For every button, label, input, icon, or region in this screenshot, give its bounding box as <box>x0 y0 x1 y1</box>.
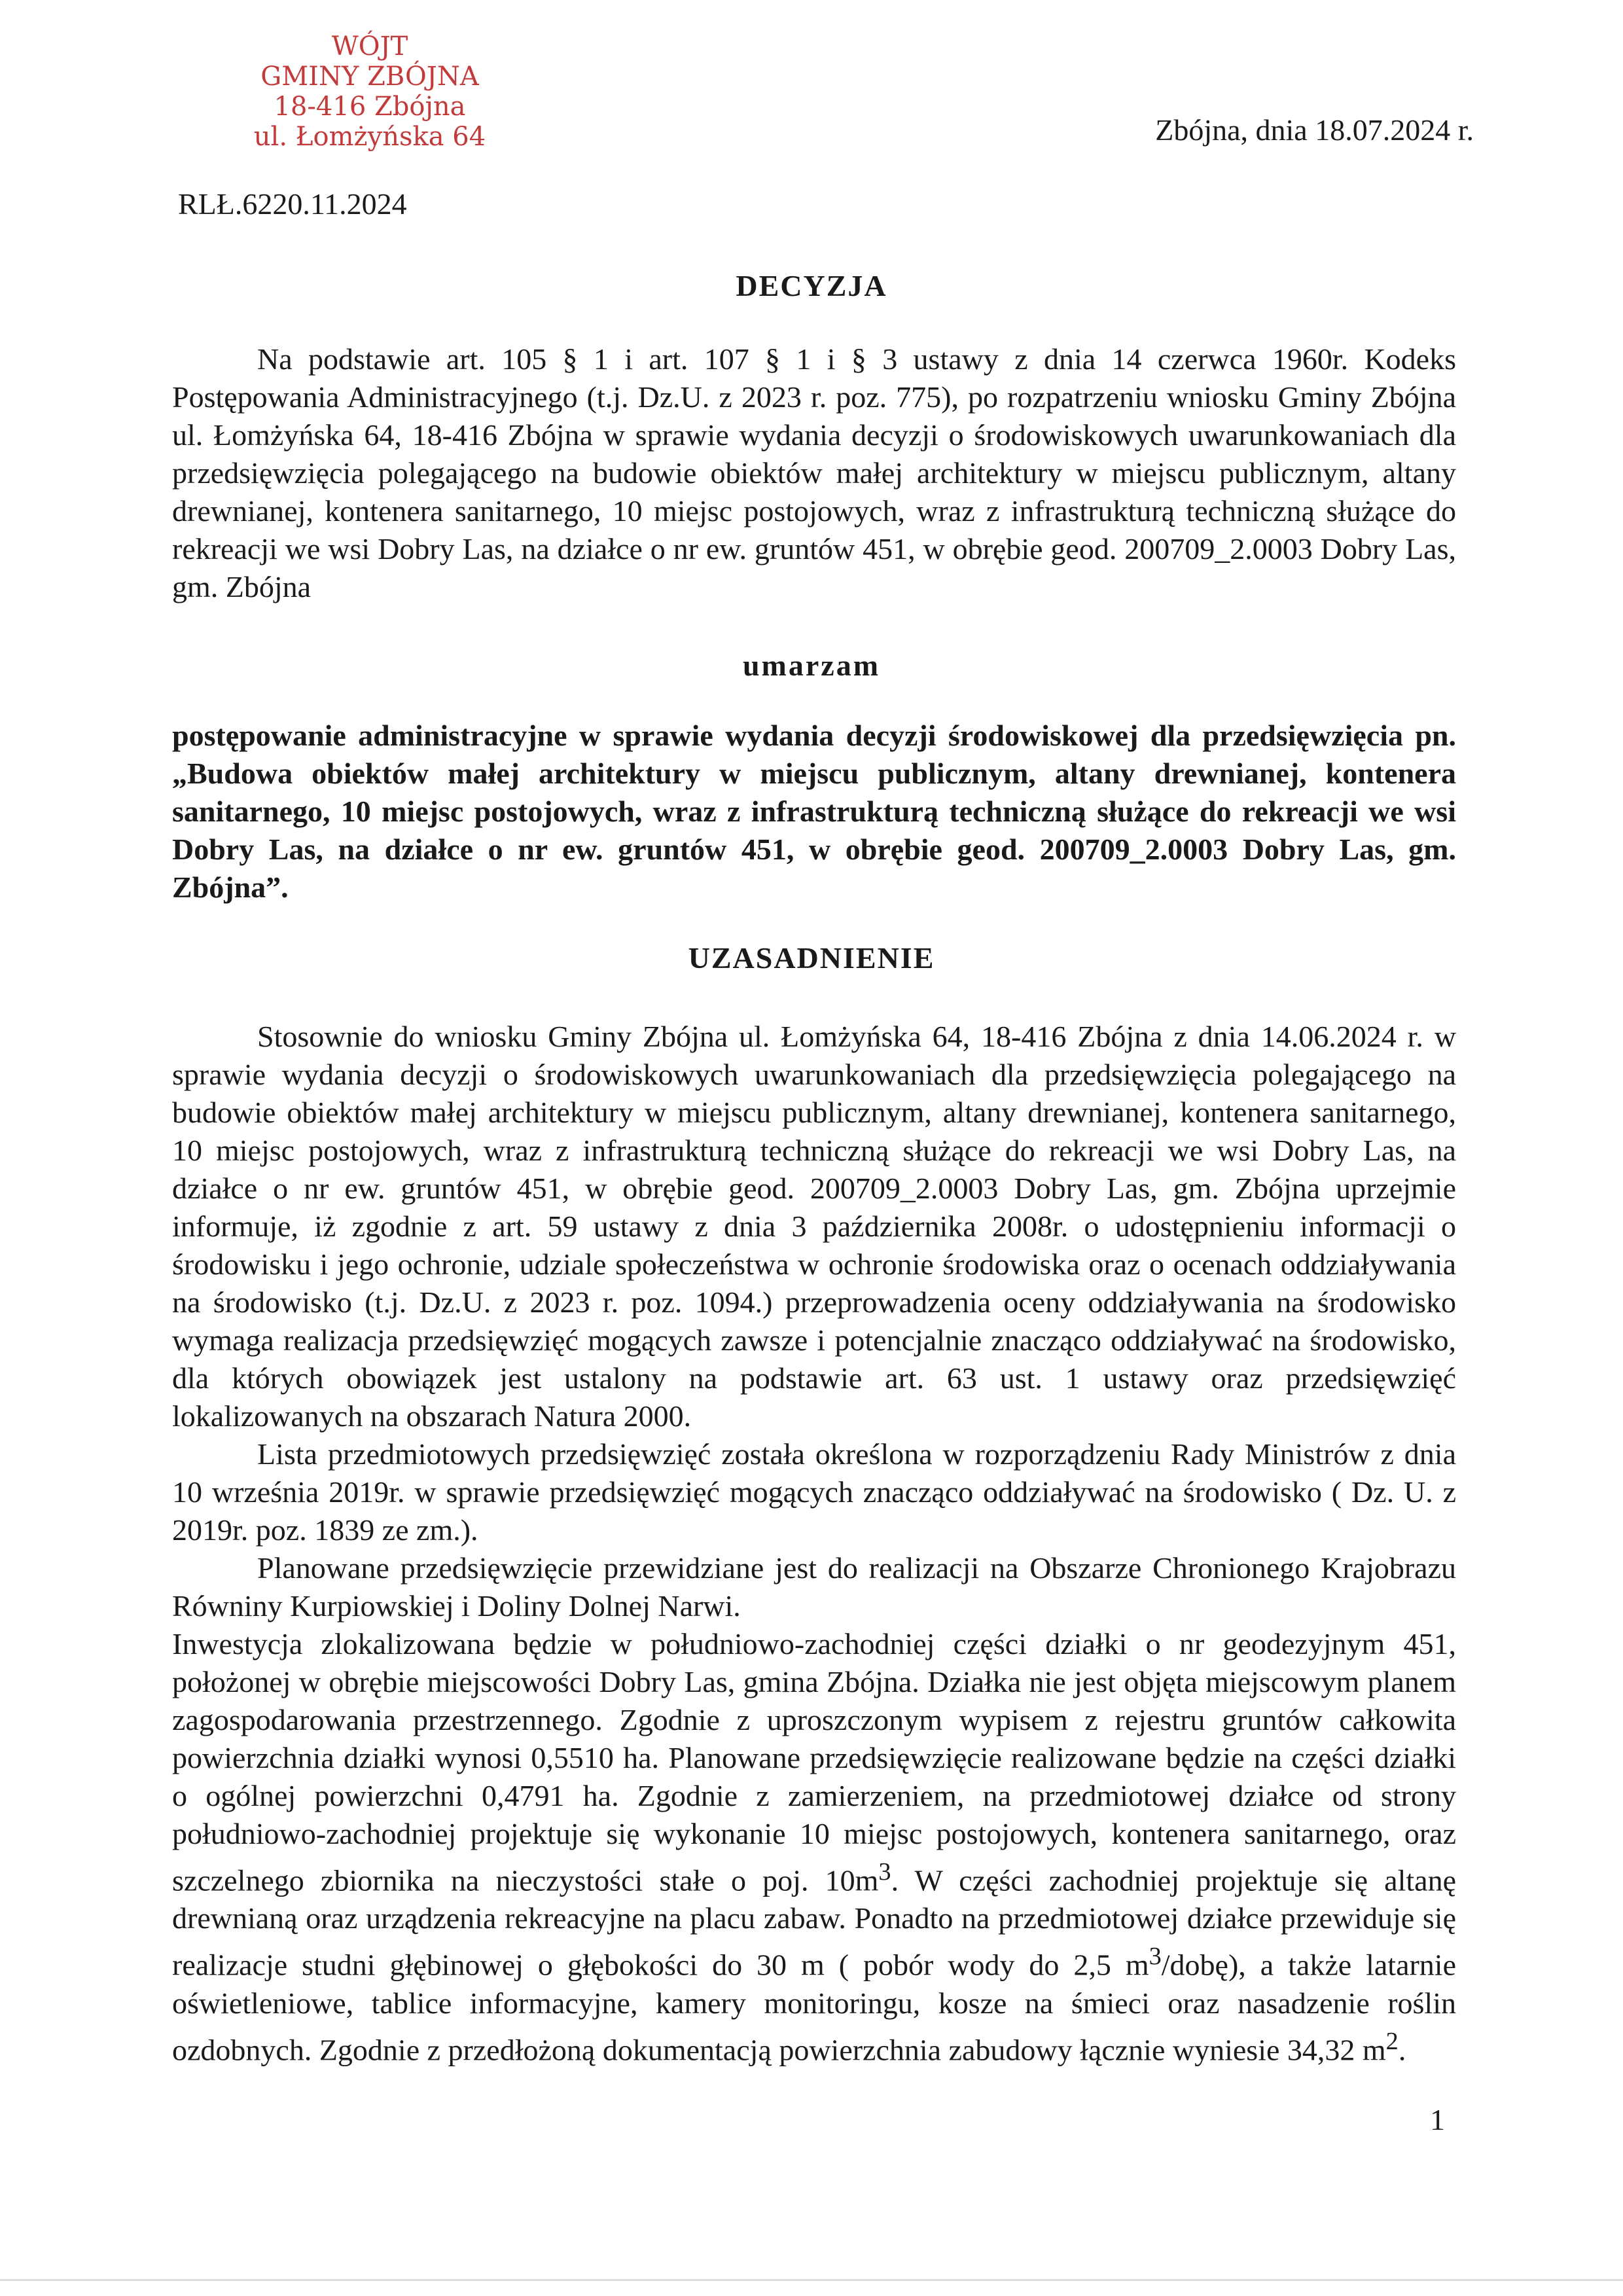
justification-body <box>172 1018 1456 2069</box>
decision-heading: umarzam <box>742 649 881 682</box>
paragraph-4-part-d: . <box>1398 2032 1406 2066</box>
scan-edge-line <box>0 2279 1623 2281</box>
superscript-square: 2 <box>1385 2027 1399 2055</box>
reference-number: RLŁ.6220.11.2024 <box>178 187 407 221</box>
paragraph-4-part-c: /dobę), a także latarnie oświetleniowe, tablice informacyjne, kamery monitoringu, kosze na śmieci oraz nasadzenie roślin ozdobnych. Zgodnie z przedłożoną dokumentacją powierzchnia zabudowy łącznie wyniesie 34,32 m <box>172 1948 1457 2066</box>
paragraph-4-part-b: . W części zachodniej projektuje się altanę drewnianą oraz urządzenia rekreacyjne na placu zabaw. Ponadto na przedmiotowej działce przewiduje się realizacje studni głębinowej o głębokości do 30 m ( pobór wody do 2,5 m <box>172 1863 1456 1982</box>
decision-text: postępowanie administracyjne w sprawie wydania decyzji środowiskowej dla przedsięwzięcia pn. „Budowa obiektów małej architektury w miejscu publicznym, altany drewnianej, kontenera sanitarnego, 10 miejsc postojowych, wraz z infrastrukturą techniczną służące do rekreacji we wsi Dobry Las, na działce o nr ew. gruntów 451, w obrębie geod. 200709_2.0003 Dobry Las, gm. Zbójna”. <box>172 719 1456 904</box>
intro-text: Na podstawie art. 105 § 1 i art. 107 § 1 i § 3 ustawy z dnia 14 czerwca 1960r. Kodeks Postępowania Administracyjnego (t.j. Dz.U. z 2023 r. poz. 775), po rozpatrzeniu wniosku Gminy Zbójna ul. Łomżyńska 64, 18-416 Zbójna w sprawie wydania decyzji o środowiskowych uwarunkowaniach dla przedsięwzięcia polegającego na budowie obiektów małej architektury w miejscu publicznym, altany drewnianej, kontenera sanitarnego, 10 miejsc postojowych, wraz z infrastrukturą techniczną służące do rekreacji we wsi Dobry Las, na działce o nr ew. gruntów 451, w obrębie geod. 200709_2.0003 Dobry Las, gm. Zbójna <box>172 342 1456 603</box>
place-and-date: Zbójna, dnia 18.07.2024 r. <box>1155 113 1474 147</box>
official-stamp <box>232 31 507 152</box>
justification-paragraph-1: Stosownie do wniosku Gminy Zbójna ul. Łomżyńska 64, 18-416 Zbójna z dnia 14.06.2024 r. w sprawie wydania decyzji o środowiskowych uwarunkowaniach dla przedsięwzięcia polegającego na budowie obiektów małej architektury w miejscu publicznym, altany drewnianej, kontenera sanitarnego, 10 miejsc postojowych, wraz z infrastrukturą techniczną służące do rekreacji we wsi Dobry Las, na działce o nr ew. gruntów 451, w obrębie geod. 200709_2.0003 Dobry Las, gm. Zbójna uprzejmie informuje, iż zgodnie z art. 59 ustawy z dnia 3 października 2008r. o udostępnieniu informacji o środowisku i jego ochronie, udziale społeczeństwa w ochronie środowiska oraz o ocenach oddziaływania na środowisko (t.j. Dz.U. z 2023 r. poz. 1094.) przeprowadzenia oceny oddziaływania na środowisko wymaga realizacja przedsięwzięć mogących zawsze i potencjalnie znacząco oddziaływać na środowisko, dla których obowiązek jest ustalony na podstawie art. 63 ust. 1 ustawy oraz przedsięwzięć lokalizowanych na obszarach Natura 2000. <box>172 1020 1456 1433</box>
justification-paragraph-3: Planowane przedsięwzięcie przewidziane jest do realizacji na Obszarze Chronionego Krajobrazu Równiny Kurpiowskiej i Doliny Dolnej Narwi. <box>172 1551 1456 1623</box>
stamp-line-title: WÓJT <box>331 31 408 62</box>
stamp-line-street: ul. Łomżyńska 64 <box>253 122 486 152</box>
superscript-cubic-2: 3 <box>1149 1943 1162 1971</box>
decision-paragraph <box>172 717 1456 906</box>
page-number: 1 <box>1430 2103 1445 2136</box>
justification-paragraph-4 <box>172 1625 1456 2069</box>
superscript-cubic: 3 <box>878 1858 891 1886</box>
legal-basis-paragraph <box>172 340 1456 606</box>
stamp-line-postcode: 18-416 Zbójna <box>274 92 466 122</box>
justification-paragraph-2: Lista przedmiotowych przedsięwzięć została określona w rozporządzeniu Rady Ministrów z dnia 10 września 2019r. w sprawie przedsięwzięć mogących znacząco oddziaływać na środowisko ( Dz. U. z 2019r. poz. 1839 ze zm.). <box>172 1437 1456 1547</box>
stamp-line-office: GMINY ZBÓJNA <box>260 62 479 92</box>
document-title: DECYZJA <box>736 269 887 302</box>
justification-heading: UZASADNIENIE <box>688 941 935 975</box>
paragraph-4-part-a: Inwestycja zlokalizowana będzie w południowo-zachodniej części działki o nr geodezyjnym 451, położonej w obrębie miejscowości Dobry Las, gmina Zbójna. Działka nie jest objęta miejscowym planem zagospodarowania przestrzennego. Zgodnie z uproszczonym wypisem z rejestru gruntów całkowita powierzchnia działki wynosi 0,5510 ha. Planowane przedsięwzięcie realizowane będzie na części działki o ogólnej powierzchni 0,4791 ha. Zgodnie z zamierzeniem, na przedmiotowej działce od strony południowo-zachodniej projektuje się wykonanie 10 miejsc postojowych, kontenera sanitarnego, oraz szczelnego zbiornika na nieczystości stałe o poj. 10m <box>172 1627 1456 1897</box>
